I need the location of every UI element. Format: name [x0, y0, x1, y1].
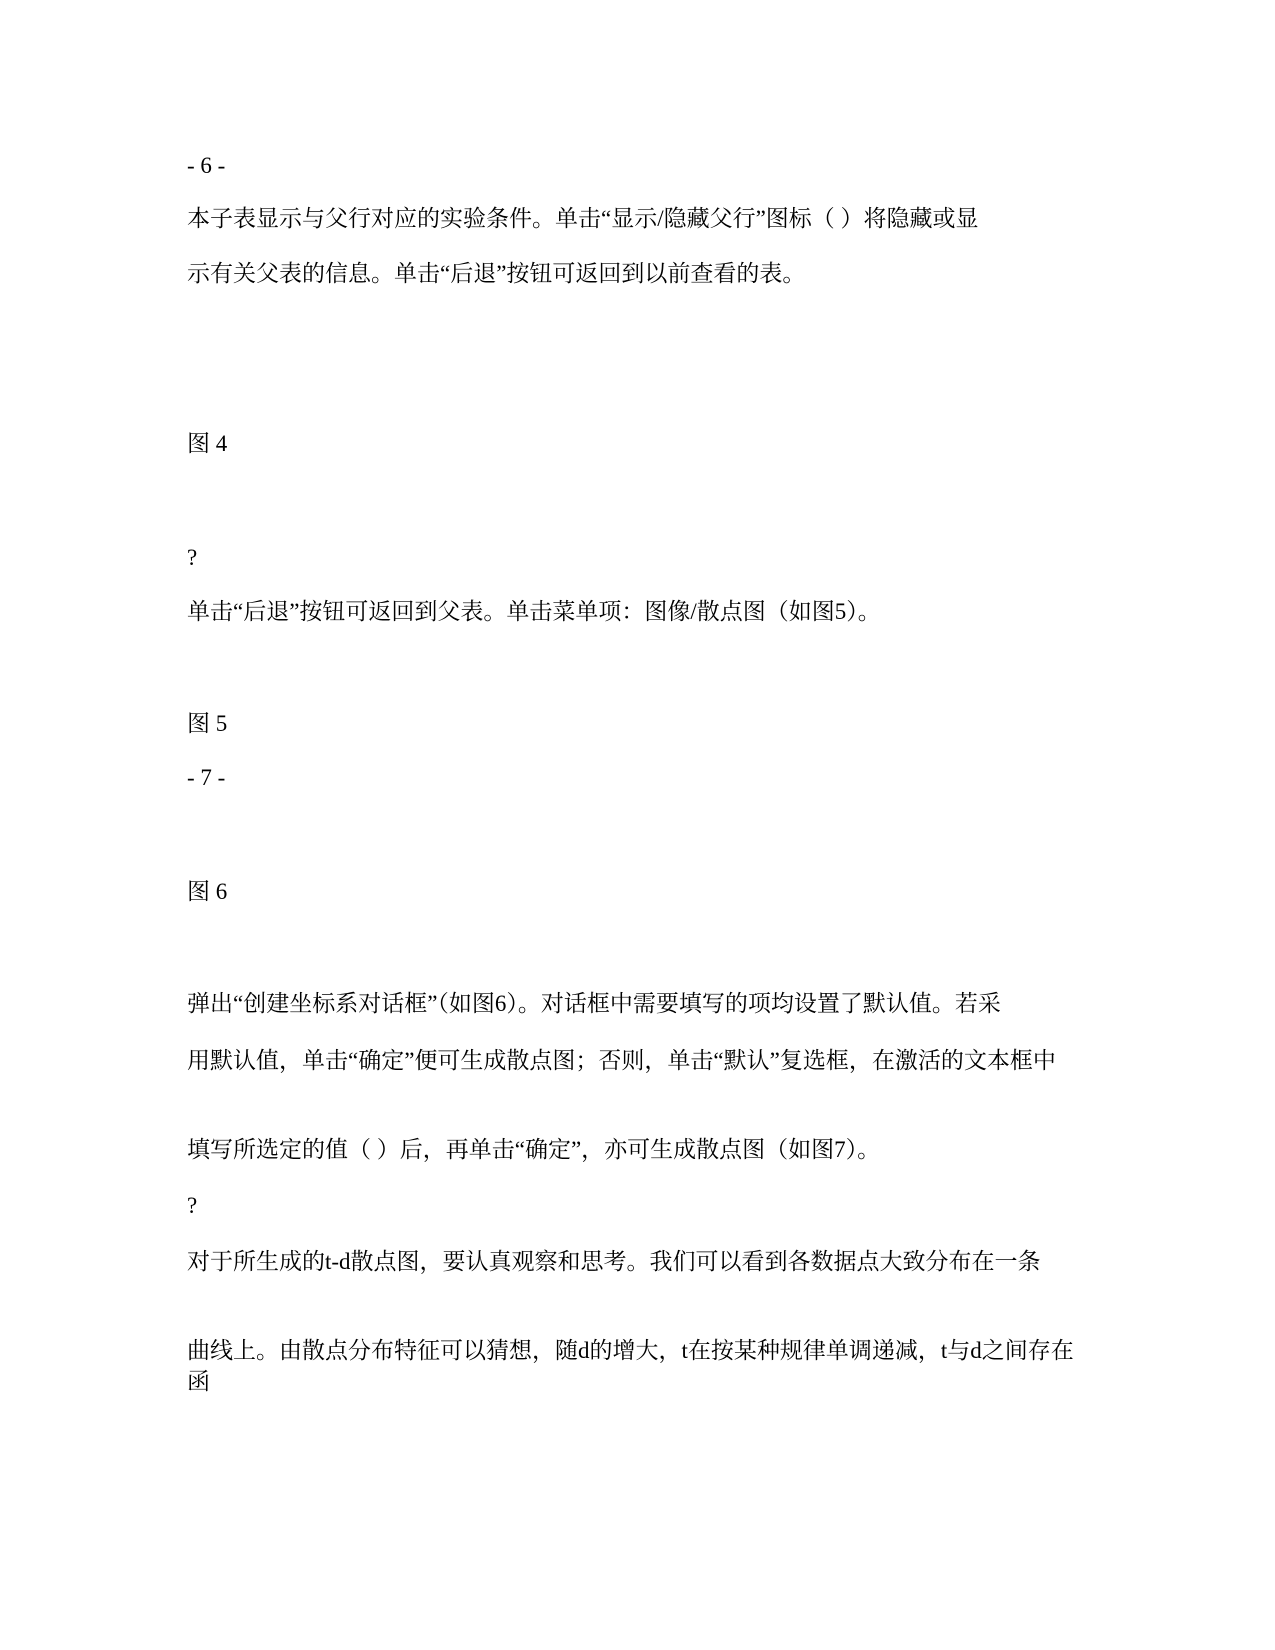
missing-image-placeholder-2: ? — [187, 1193, 198, 1218]
page-number-6: - 6 - — [187, 153, 226, 178]
paragraph-1-line-1: 本子表显示与父行对应的实验条件。单击“显示/隐藏父行”图标（ ）将隐藏或显 — [187, 206, 979, 231]
missing-image-placeholder-1: ? — [187, 545, 198, 570]
paragraph-1-line-2: 示有关父表的信息。单击“后退”按钮可返回到以前查看的表。 — [187, 261, 806, 286]
figure-6-caption: 图 6 — [187, 879, 228, 904]
page-number-7: - 7 - — [187, 765, 226, 790]
figure-5-caption: 图 5 — [187, 711, 228, 736]
figure-4-caption: 图 4 — [187, 431, 228, 456]
paragraph-3-line-2: 用默认值，单击“确定”便可生成散点图；否则，单击“默认”复选框，在激活的文本框中 — [187, 1048, 1056, 1073]
paragraph-3-line-3: 填写所选定的值（ ）后，再单击“确定”，亦可生成散点图（如图7）。 — [187, 1137, 881, 1162]
paragraph-4-line-1: 对于所生成的t-d散点图，要认真观察和思考。我们可以看到各数据点大致分布在一条 — [187, 1249, 1041, 1274]
paragraph-2: 单击“后退”按钮可返回到父表。单击菜单项：图像/散点图（如图5）。 — [187, 599, 881, 624]
paragraph-3-line-1: 弹出“创建坐标系对话框”（如图6）。对话框中需要填写的项均设置了默认值。若采 — [187, 991, 1001, 1016]
paragraph-4-line-2: 曲线上。由散点分布特征可以猜想，随d的增大，t在按某种规律单调递减，t与d之间存在函 — [187, 1338, 1074, 1394]
